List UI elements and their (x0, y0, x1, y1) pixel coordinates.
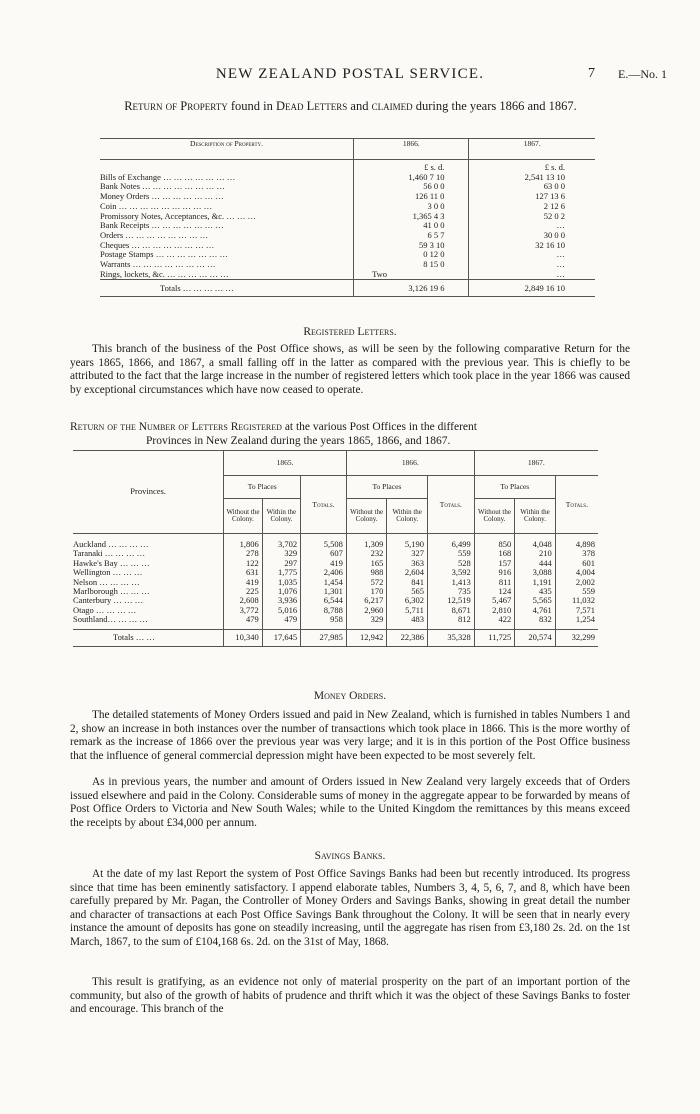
table-cell: 958 (301, 615, 347, 624)
table-cell: 479 (224, 615, 262, 624)
table-row: Warrants … … … … … … … … 8 15 0 … (100, 259, 565, 270)
table-row: Money Orders … … … … … … … 126 11 0 127 13 6 (100, 191, 565, 202)
table-cell: 988 (346, 568, 387, 577)
table-cell: 278 (224, 549, 262, 558)
table-row: Postage Stamps … … … … … … … 0 12 0 … (100, 249, 565, 260)
table-cell: 7,571 (555, 606, 598, 615)
money-orders-heading: Money Orders. (313, 690, 387, 702)
table-cell: 11,032 (555, 596, 598, 605)
table-cell: 5,190 (387, 540, 428, 549)
table-cell: 5,565 (515, 596, 556, 605)
table-cell: 1,454 (301, 578, 347, 587)
table-cell: 565 (387, 587, 428, 596)
table-cell: 329 (346, 615, 387, 624)
table-cell: 210 (515, 549, 556, 558)
table-row: Orders … … … … … … … … 6 5 7 30 0 0 (100, 229, 565, 240)
table-cell: 1,309 (346, 540, 387, 549)
table-cell: 8,788 (301, 606, 347, 615)
property-table (100, 138, 595, 297)
table-cell: 1,254 (555, 615, 598, 624)
table-cell: 4,048 (515, 540, 556, 549)
table-cell: 6,544 (301, 596, 347, 605)
table-cell: 4,004 (555, 568, 598, 577)
table-cell: 6,302 (387, 596, 428, 605)
table-cell: 2,608 (224, 596, 262, 605)
table-cell: 157 (474, 559, 515, 568)
savings-paragraph-2: This result is gratifying, as an evidence not only of material prosperity on the part of an important portion of the community, but also of the growth of habits of prudence and thrift which it was the object of these Savings Banks to foster and encourage. This branch of the (70, 976, 630, 1015)
col-provinces: Provinces. (73, 451, 224, 534)
table-cell: 850 (474, 540, 515, 549)
province-name: Marlborough … … … (73, 586, 150, 597)
table-cell: 841 (387, 578, 428, 587)
table-cell: 327 (387, 549, 428, 558)
table-cell: 378 (555, 549, 598, 558)
table-cell: 5,711 (387, 606, 428, 615)
province-name: Otago … … … … (73, 604, 137, 615)
table-cell: 419 (301, 559, 347, 568)
table-row: Coin … … … … … … … … … 3 0 0 2 12 6 (100, 200, 565, 211)
registered-heading: Registered Letters. (303, 326, 397, 338)
table-cell: 124 (474, 587, 515, 596)
table-cell: 1,191 (515, 578, 556, 587)
registered-paragraph: This branch of the business of the Post Office shows, as will be seen by the following comparative Return for the years 1865, 1866, and 1867, a small falling off in the latter as compared with the previous year. This is chiefly to be attributed to the fact that the large increase in the number of registered letters which took place in the year 1866 was caused by exceptional circumstances which have now ceased to operate. (70, 343, 630, 396)
table-cell: 3,702 (262, 540, 300, 549)
table-cell: 8,671 (427, 606, 474, 615)
table-cell: 6,217 (346, 596, 387, 605)
table-cell: 1,775 (262, 568, 300, 577)
table-cell: 444 (515, 559, 556, 568)
col-1867: 1867. (469, 139, 595, 160)
province-name: Southland… … … … (73, 614, 148, 625)
province-name: Hawke's Bay … … … (73, 557, 150, 568)
table-cell: 2,960 (346, 606, 387, 615)
to-places-row: To Places Totals. To Places Totals. To Places Totals. (73, 476, 598, 499)
province-name: Auckland … … … … (73, 539, 149, 549)
table-cell: 479 (262, 615, 300, 624)
table-cell: 165 (346, 559, 387, 568)
table-cell: 572 (346, 578, 387, 587)
table-cell: 3,592 (427, 568, 474, 577)
province-name: Wellington … … … (73, 567, 143, 578)
table-cell: 812 (427, 615, 474, 624)
table-row: Rings, lockets, &c. … … … … … … Two … (100, 268, 565, 279)
table-cell: 2,604 (387, 568, 428, 577)
table-cell: 363 (387, 559, 428, 568)
table2-caption: Return of the Number of Letters Registered at the various Post Offices in the different Provinces in New Zealand during the years 1865, 1866, and 1867. (70, 421, 477, 447)
table-cell: 3,936 (262, 596, 300, 605)
table-cell: 5,016 (262, 606, 300, 615)
page-number: 7 (588, 66, 595, 81)
table-cell: 6,499 (427, 540, 474, 549)
table-cell: 122 (224, 559, 262, 568)
table-cell: 422 (474, 615, 515, 624)
table-cell: 2,002 (555, 578, 598, 587)
table-row: Bills of Exchange … … … … … … … 1,460 7 10 2,541 13 10 (100, 171, 565, 182)
table-cell: 735 (427, 587, 474, 596)
table-cell: 297 (262, 559, 300, 568)
document-reference: E.—No. 1 (618, 67, 667, 81)
table-cell: 435 (515, 587, 556, 596)
page-title: NEW ZEALAND POSTAL SERVICE. (215, 66, 485, 82)
table-row: Promissory Notes, Acceptances, &c. … … … 1,365 4 3 52 0 2 (100, 210, 565, 221)
table-cell: 4,898 (555, 540, 598, 549)
table-row (73, 615, 598, 624)
table-cell: 3,772 (224, 606, 262, 615)
table-cell: 607 (301, 549, 347, 558)
col-1866: 1866. (354, 139, 469, 160)
table-cell: 5,508 (301, 540, 347, 549)
page-header (0, 66, 700, 84)
province-name: Taranaki … … … … (73, 548, 146, 559)
money-orders-paragraph-2: As in previous years, the number and amount of Orders issued in New Zealand very largely exceeds that of Orders issued elsewhere and paid in the Colony. Considerable sums of money in the aggregate appear to be forwarded by means of Post Office Orders to Victoria and New South Wales; while to the United Kingdom the remittances by this means exceed the receipts by about £34,000 per annum. (70, 776, 630, 829)
table-cell: 559 (427, 549, 474, 558)
year-header-row: Provinces. 1865. 1866. 1867. (73, 451, 598, 476)
table-cell: 832 (515, 615, 556, 624)
table2-body (73, 540, 598, 629)
table-cell: 2,810 (474, 606, 515, 615)
table-cell: 5,467 (474, 596, 515, 605)
table-row: Cheques … … … … … … … … 59 3 10 32 16 10 (100, 239, 565, 250)
table-cell: 601 (555, 559, 598, 568)
table-cell: 1,035 (262, 578, 300, 587)
col-description: Description of Property. (100, 139, 354, 160)
table-cell: 232 (346, 549, 387, 558)
totals-row: Totals … … … … … 3,126 19 6 2,849 16 10 (100, 280, 595, 297)
table-cell: 2,406 (301, 568, 347, 577)
table-row: Bank Notes … … … … … … … … 56 0 0 63 0 0 (100, 181, 565, 192)
table-cell: 1,413 (427, 578, 474, 587)
table-cell: 528 (427, 559, 474, 568)
table-cell: 1,301 (301, 587, 347, 596)
table-cell: 4,761 (515, 606, 556, 615)
subheader-row: Without the Colony. Within the Colony. Without the Colony. Within the Colony. Without the Colony. Within the Colony. (73, 499, 598, 534)
savings-banks-heading: Savings Banks. (314, 850, 386, 862)
table-cell: 559 (555, 587, 598, 596)
money-orders-paragraph-1: The detailed statements of Money Orders issued and paid in New Zealand, which is furnished in tables Numbers 1 and 2, show an increase in both instances over the number of transactions which took place in 1866. This is the more worthy of remark as the increase of 1866 over the previous year was very large; and it is in this portion of the Post Office business that the influence of general commercial depression might have been expected to be most severely felt. (70, 709, 630, 762)
table-cell: 3,088 (515, 568, 556, 577)
table1-caption: Return of Property found in Dead Letters and claimed during the years 1866 and 1867. (124, 99, 577, 113)
table-cell: 1,806 (224, 540, 262, 549)
units-row: £ s. d. £ s. d. (100, 160, 595, 173)
table-cell: 170 (346, 587, 387, 596)
totals-row: Totals … … 10,340 17,645 27,985 12,942 22,386 35,328 11,725 20,574 32,299 (73, 629, 598, 646)
table-row: Bank Receipts … … … … … … … 41 0 0 … (100, 220, 565, 231)
table-cell: 483 (387, 615, 428, 624)
table-cell: 631 (224, 568, 262, 577)
table-cell: 916 (474, 568, 515, 577)
table1-header-row (100, 139, 595, 160)
table-cell: 12,519 (427, 596, 474, 605)
table-cell: 225 (224, 587, 262, 596)
table-cell: 811 (474, 578, 515, 587)
table-cell: 419 (224, 578, 262, 587)
province-name: Canterbury … … … (73, 595, 144, 606)
province-name: Nelson … … … … (73, 576, 140, 587)
table-cell: 1,076 (262, 587, 300, 596)
registered-letters-table (73, 450, 598, 647)
table-cell: 329 (262, 549, 300, 558)
table-cell: 168 (474, 549, 515, 558)
savings-paragraph-1: At the date of my last Report the system of Post Office Savings Banks had been but recently introduced. Its progress since that time has been eminently satisfactory. I append elaborate tables, Numbers 3, 4, 5, 6, 7, and 8, which have been carefully prepared by Mr. Pagan, the Controller of Money Orders and Savings Banks, showing in great detail the number and character of transactions at each Post Office Savings Bank throughout the Colony. It will be seen that in nearly every instance the amount of deposits has gone on steadily increasing, until the aggregate has risen from £3,180 2s. 2d. on the 1st March, 1867, to the sum of £104,168 6s. 2d. on the 31st of May, 1868. (70, 868, 630, 948)
